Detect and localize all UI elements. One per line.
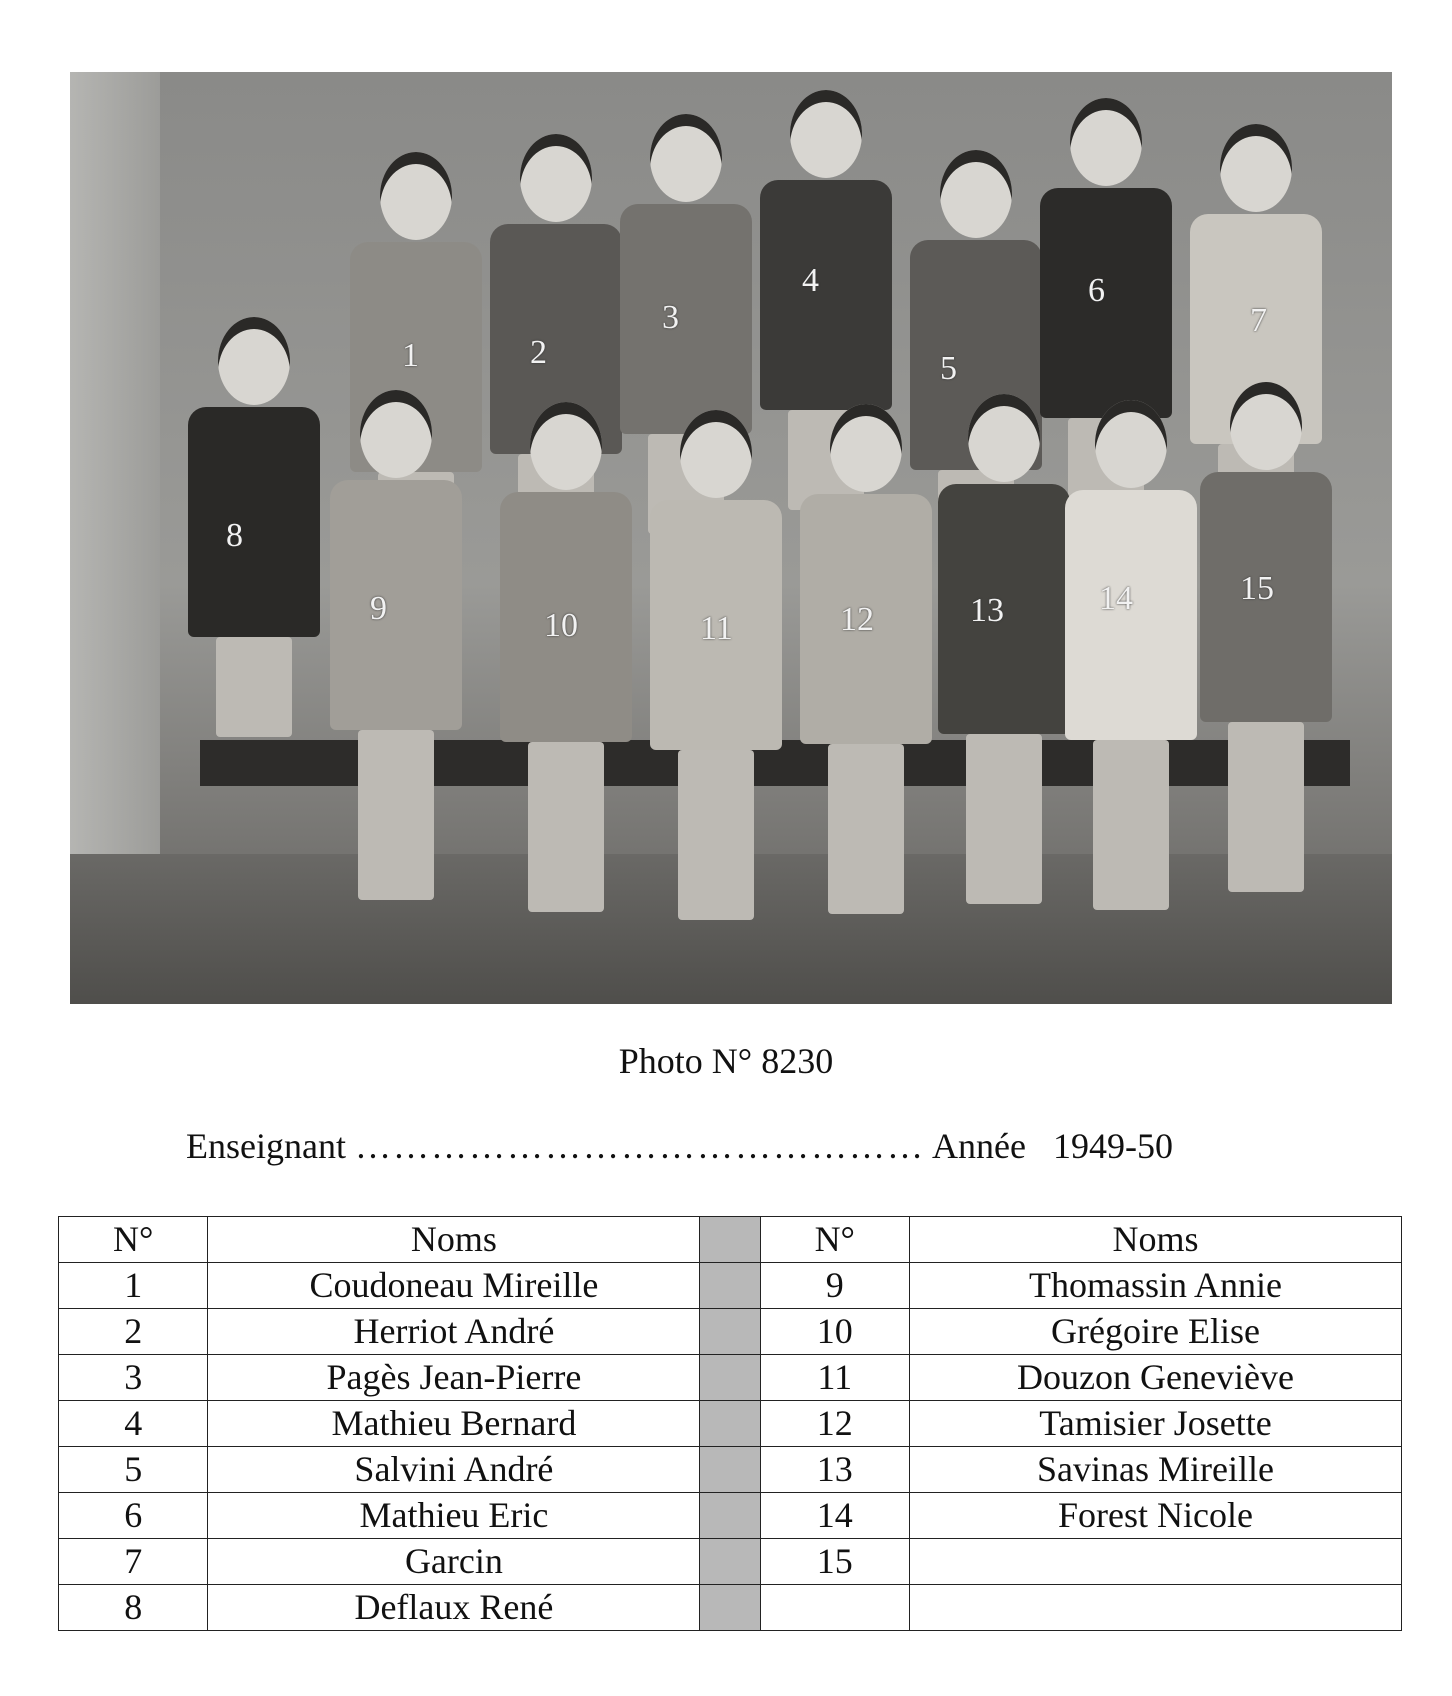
header-name-left: Noms xyxy=(208,1217,700,1263)
row-num-right: 13 xyxy=(760,1447,909,1493)
roster-body xyxy=(59,1263,1402,1631)
table-row xyxy=(59,1401,1402,1447)
table-separator xyxy=(700,1401,760,1447)
child-figure xyxy=(1190,382,1340,912)
child-figure xyxy=(790,404,940,934)
child-clothing xyxy=(760,180,892,410)
row-name-left: Herriot André xyxy=(208,1309,700,1355)
child-number-label: 9 xyxy=(370,590,387,627)
child-clothing xyxy=(938,484,1070,734)
table-header-row xyxy=(59,1217,1402,1263)
year-label: Année xyxy=(931,1126,1026,1166)
teacher-line xyxy=(186,1125,1173,1167)
table-separator xyxy=(700,1493,760,1539)
table-row xyxy=(59,1585,1402,1631)
roster-table xyxy=(58,1216,1402,1631)
year-value: 1949-50 xyxy=(1052,1126,1173,1166)
row-name-left: Mathieu Eric xyxy=(208,1493,700,1539)
row-num-left: 6 xyxy=(59,1493,208,1539)
child-figure xyxy=(640,410,790,940)
child-number-label: 5 xyxy=(940,350,957,387)
child-clothing xyxy=(1040,188,1172,418)
child-legs xyxy=(828,744,904,914)
child-number-label: 8 xyxy=(226,517,243,554)
child-figure xyxy=(1055,400,1205,930)
row-num-left: 2 xyxy=(59,1309,208,1355)
header-num-right: N° xyxy=(760,1217,909,1263)
table-row xyxy=(59,1263,1402,1309)
child-clothing xyxy=(188,407,320,637)
row-name-left: Coudoneau Mireille xyxy=(208,1263,700,1309)
child-number-label: 1 xyxy=(402,337,419,374)
row-name-left: Pagès Jean-Pierre xyxy=(208,1355,700,1401)
child-head xyxy=(360,390,432,478)
table-separator xyxy=(700,1539,760,1585)
child-number-label: 11 xyxy=(700,610,733,647)
row-num-right: 10 xyxy=(760,1309,909,1355)
row-num-left: 8 xyxy=(59,1585,208,1631)
child-legs xyxy=(358,730,434,900)
child-number-label: 7 xyxy=(1250,302,1267,339)
class-photo xyxy=(70,72,1392,1004)
child-head xyxy=(1230,382,1302,470)
row-num-right xyxy=(760,1585,909,1631)
child-head xyxy=(380,152,452,240)
row-num-right: 12 xyxy=(760,1401,909,1447)
child-legs xyxy=(216,637,292,737)
child-clothing xyxy=(620,204,752,434)
child-head xyxy=(1220,124,1292,212)
row-name-left: Deflaux René xyxy=(208,1585,700,1631)
photo-caption: Photo N° 8230 xyxy=(618,1041,834,1081)
row-num-left: 7 xyxy=(59,1539,208,1585)
row-name-right: Savinas Mireille xyxy=(909,1447,1401,1493)
teacher-dots: ……………………………………… xyxy=(354,1126,925,1166)
child-number-label: 12 xyxy=(840,601,874,638)
row-name-right xyxy=(909,1585,1401,1631)
child-number-label: 13 xyxy=(970,592,1004,629)
table-row xyxy=(59,1447,1402,1493)
row-num-right: 9 xyxy=(760,1263,909,1309)
row-name-right xyxy=(909,1539,1401,1585)
table-separator xyxy=(700,1309,760,1355)
row-name-right: Tamisier Josette xyxy=(909,1401,1401,1447)
row-num-left: 3 xyxy=(59,1355,208,1401)
child-figure xyxy=(490,402,640,932)
child-head xyxy=(790,90,862,178)
row-name-left: Salvini André xyxy=(208,1447,700,1493)
child-number-label: 4 xyxy=(802,262,819,299)
child-head xyxy=(1095,400,1167,488)
teacher-label: Enseignant xyxy=(186,1126,346,1166)
child-legs xyxy=(678,750,754,920)
child-head xyxy=(968,394,1040,482)
child-number-label: 3 xyxy=(662,299,679,336)
child-legs xyxy=(966,734,1042,904)
row-name-left: Mathieu Bernard xyxy=(208,1401,700,1447)
child-head xyxy=(830,404,902,492)
row-num-left: 1 xyxy=(59,1263,208,1309)
child-figure xyxy=(178,317,328,737)
table-row xyxy=(59,1539,1402,1585)
table-row xyxy=(59,1355,1402,1401)
child-head xyxy=(218,317,290,405)
header-name-right: Noms xyxy=(909,1217,1401,1263)
row-num-right: 11 xyxy=(760,1355,909,1401)
row-name-right: Grégoire Elise xyxy=(909,1309,1401,1355)
child-head xyxy=(1070,98,1142,186)
child-head xyxy=(520,134,592,222)
table-row xyxy=(59,1309,1402,1355)
child-legs xyxy=(528,742,604,912)
child-head xyxy=(650,114,722,202)
row-name-left: Garcin xyxy=(208,1539,700,1585)
table-separator xyxy=(700,1585,760,1631)
child-number-label: 2 xyxy=(530,334,547,371)
child-number-label: 6 xyxy=(1088,272,1105,309)
table-separator xyxy=(700,1355,760,1401)
row-name-right: Forest Nicole xyxy=(909,1493,1401,1539)
table-separator xyxy=(700,1217,760,1263)
row-name-right: Douzon Geneviève xyxy=(909,1355,1401,1401)
child-number-label: 15 xyxy=(1240,570,1274,607)
child-head xyxy=(680,410,752,498)
child-legs xyxy=(1228,722,1304,892)
header-num-left: N° xyxy=(59,1217,208,1263)
row-num-right: 15 xyxy=(760,1539,909,1585)
row-num-right: 14 xyxy=(760,1493,909,1539)
row-num-left: 4 xyxy=(59,1401,208,1447)
child-clothing xyxy=(330,480,462,730)
child-figure xyxy=(320,390,470,920)
table-separator xyxy=(700,1447,760,1493)
table-row xyxy=(59,1493,1402,1539)
child-number-label: 10 xyxy=(544,607,578,644)
row-num-left: 5 xyxy=(59,1447,208,1493)
table-separator xyxy=(700,1263,760,1309)
child-legs xyxy=(1093,740,1169,910)
child-head xyxy=(530,402,602,490)
child-number-label: 14 xyxy=(1099,580,1133,617)
row-name-right: Thomassin Annie xyxy=(909,1263,1401,1309)
child-head xyxy=(940,150,1012,238)
